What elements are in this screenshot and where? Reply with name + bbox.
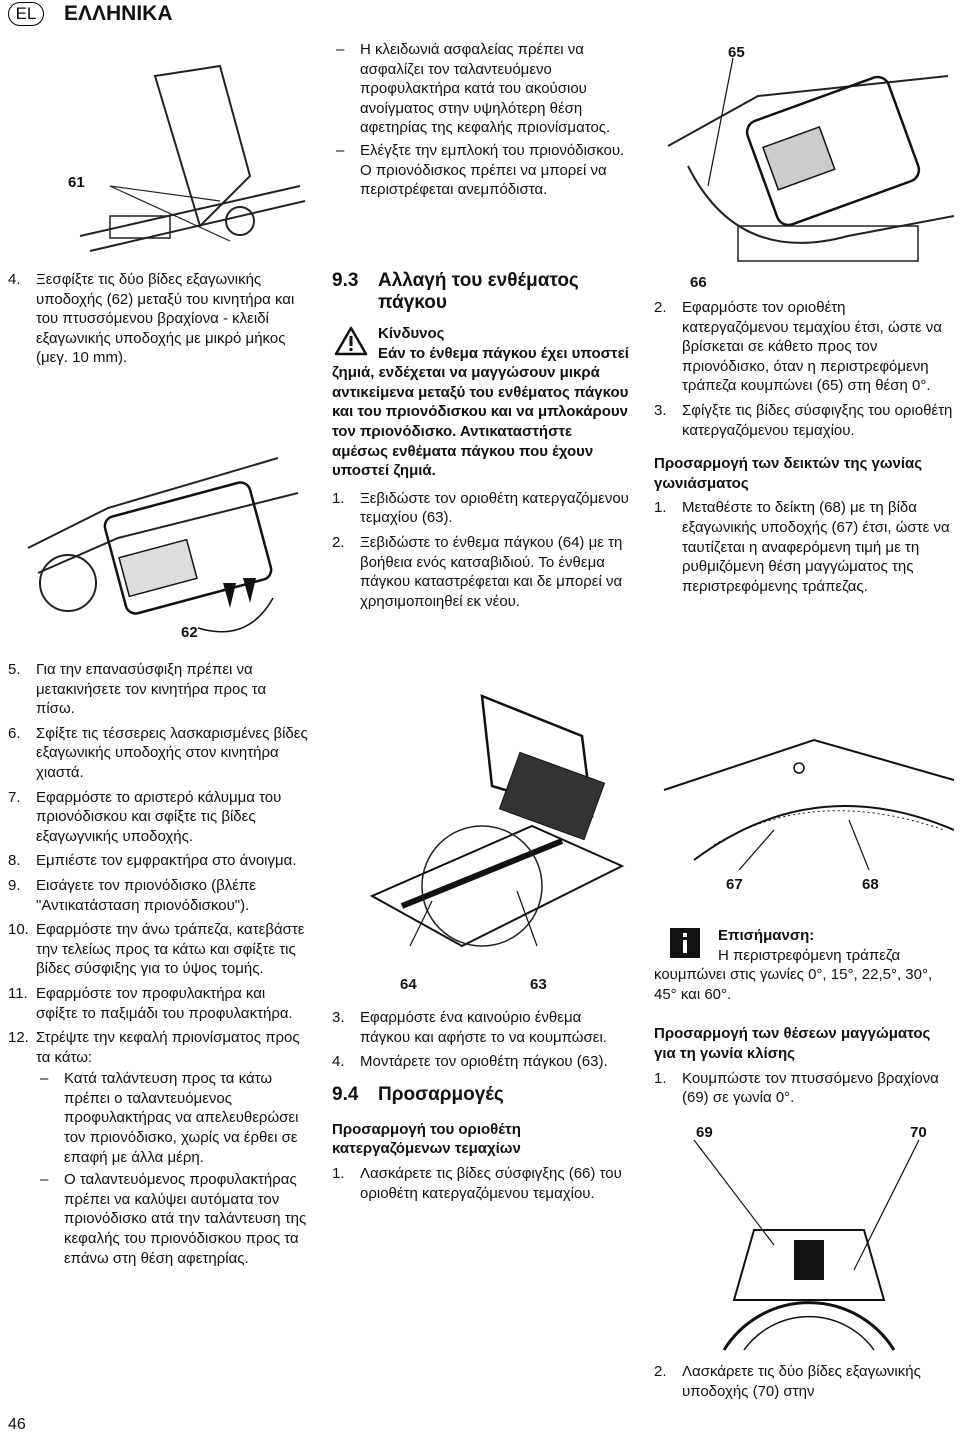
- step-text: Εφαρμόστε τον προφυλακτήρα και σφίξτε το παξιμάδι του προφυλακτήρα.: [36, 984, 293, 1022]
- dash-text: Ελέγξτε την εμπλοκή του πριονόδισκου. Ο πριονόδισκος πρέπει να μπορεί να περιστρέφεται ανεμπόδιστα.: [360, 141, 625, 199]
- step-text: Ξεσφίξτε τις δύο βίδες εξαγωνικής υποδοχής (62) μεταξύ του κινητήρα και του πτυσσόμενου βραχίονα - κλειδί εξαγωνικής υποδοχής με μικρό μήκος (μεγ. 10 mm).: [36, 271, 295, 367]
- danger-text: Εάν το ένθεμα πάγκου έχει υποστεί ζημιά, ενδέχεται να μαγγώσουν μικρά αντικείμενα μεταξύ του ενθέματος πάγκου και του πριονόδισκου και να μπλοκάρουν τον πριονόδισκο. Αντικαταστήστε αμέσως ενθέματα πάγκου που έχουν υποστεί ζημιά.: [332, 344, 629, 480]
- page-number: 46: [8, 1416, 26, 1433]
- step-number: 1.: [332, 489, 345, 507]
- figure-69-label: 69: [696, 1124, 713, 1141]
- step-item: [8, 660, 308, 719]
- step-text: Εφαρμόστε τον οριοθέτη κατεργαζόμενου τεμαχίου έτσι, ώστε να βρίσκεται σε κάθετο προς τον πριονόδισκο, όταν η περιστρεφόμενη τράπεζα κουμπώνει (65) στη θέση 0°.: [682, 299, 942, 395]
- figure-64-63: [332, 676, 632, 1000]
- figure-67-68: [654, 680, 954, 898]
- note-box: [654, 926, 954, 1004]
- step-item: [654, 401, 954, 440]
- step-text: Εμπιέστε τον εμφρακτήρα στο άνοιγμα.: [36, 852, 297, 870]
- danger-box: [332, 324, 632, 481]
- step-number: 12.: [8, 1029, 29, 1047]
- figure-69-70-drawing: [654, 1120, 954, 1356]
- subheading-bevel-detent: Προσαρμογή των θέσεων μαγγώματος για τη γωνία κλίσης: [654, 1025, 931, 1062]
- dash-item: [36, 1170, 308, 1268]
- column-3-bottom: [654, 1362, 954, 1406]
- note-title: Επισήμανση:: [718, 927, 815, 944]
- figure-67-label: 67: [726, 876, 743, 893]
- figure-69-70: [654, 1120, 954, 1356]
- subheading-fence-adjust: Προσαρμογή του οριοθέτη κατεργαζόμενων τεμαχίων: [332, 1120, 521, 1158]
- step-number: 2.: [654, 299, 667, 316]
- dash-mark: –: [336, 41, 345, 58]
- step-number: 1.: [654, 1069, 667, 1087]
- step-number: 9.: [8, 876, 21, 894]
- step-item: [654, 1362, 954, 1401]
- step-item: [332, 1052, 632, 1072]
- column-1-top: [8, 270, 308, 373]
- column-3-mid: [654, 918, 954, 1113]
- section-number: 9.4: [332, 1083, 359, 1105]
- figure-61-label: 61: [68, 174, 85, 191]
- section-title: Αλλαγή του ενθέματος πάγκου: [378, 270, 579, 313]
- figure-65-66: [648, 36, 954, 294]
- subheading-miter-indicator: Προσαρμογή των δεικτών της γωνίας γωνιάσματος: [654, 455, 923, 492]
- section-9-3-heading: [332, 270, 632, 314]
- step-text: Εφαρμόστε την άνω τράπεζα, κατεβάστε την τελείως προς τα κάτω και σφίξτε τις βίδες σύσφιξης για το ύψος τομής.: [36, 921, 305, 978]
- step-number: 6.: [8, 724, 21, 742]
- step-item: [332, 489, 632, 528]
- dash-mark: –: [336, 141, 345, 159]
- step-4: [8, 270, 308, 368]
- step-number: 3.: [654, 401, 667, 419]
- step-item: [654, 1069, 954, 1108]
- step-text: Κουμπώστε τον πτυσσόμενο βραχίονα (69) σε γωνία 0°.: [682, 1069, 939, 1107]
- figure-64-63-drawing: [332, 676, 632, 976]
- step-item: [8, 876, 308, 915]
- step-text: Ξεβιδώστε το ένθεμα πάγκου (64) με τη βοήθεια ενός κατσαβιδιού. Το ένθεμα πάγκου καταστρέφεται και δε μπορεί να χρησιμοποιηθεί εκ νέου.: [360, 533, 623, 610]
- step-text: Σφίξτε τις τέσσερεις λασκαρισμένες βίδες εξαγωνικής υποδοχής στον κινητήρα χιαστά.: [36, 724, 308, 781]
- dash-text: Ο ταλαντευόμενος προφυλακτήρας πρέπει να καλύψει αυτόματα τον πριονόδισκο ατά την ταλάντευση της κεφαλής του πριονόδισκου προς τα επάνω στη θέση αφετηρίας.: [64, 1171, 307, 1267]
- step-text: Μεταθέστε το δείκτη (68) με τη βίδα εξαγωνικής υποδοχής (67) έτσι, ώστε να ταυτίζεται η αναφερόμενη τιμή με τη ρυθμιζόμενη θέση μαγγώματος της περιστρεφόμενης τράπεζας.: [682, 499, 950, 595]
- dash-item: [36, 1069, 308, 1167]
- figure-65-label: 65: [728, 44, 745, 61]
- dash-text: Η κλειδωνιά ασφαλείας πρέπει να ασφαλίζει τον ταλαντευόμενο προφυλακτήρα κατά του ακούσιου ανοίγματος στην υψηλότερη θέση αφετηρίας της κεφαλής πριονίσματος.: [360, 41, 611, 137]
- step-item: [8, 920, 308, 979]
- column-2-top: [332, 40, 632, 203]
- figure-66-label: 66: [690, 274, 707, 291]
- language-title: ΕΛΛΗΝΙΚΑ: [64, 2, 173, 25]
- step-item: [332, 533, 632, 611]
- step-item: [8, 724, 308, 783]
- step-text: Λασκάρετε τις βίδες σύσφιγξης (66) του οριοθέτη κατεργαζόμενου τεμαχίου.: [360, 1164, 622, 1202]
- step-number: 10.: [8, 921, 29, 939]
- section-number: 9.3: [332, 270, 359, 291]
- column-3-top: [654, 298, 954, 601]
- step-item: [8, 851, 308, 871]
- figure-65-66-drawing: [648, 36, 954, 266]
- column-2-bottom: [332, 1008, 632, 1208]
- figure-68-label: 68: [862, 876, 879, 893]
- step-text: Λασκάρετε τις δύο βίδες εξαγωνικής υποδοχής (70) στην: [682, 1363, 921, 1400]
- step-number: 2.: [654, 1363, 667, 1380]
- dash-item: [332, 141, 632, 200]
- step-text: Σφίγξτε τις βίδες σύσφιγξης του οριοθέτη κατεργαζόμενου τεμαχίου.: [682, 401, 953, 439]
- step-text: Μοντάρετε τον οριοθέτη πάγκου (63).: [360, 1053, 608, 1071]
- step-item: [332, 1008, 632, 1047]
- step-item: [8, 1028, 308, 1067]
- step-item: [654, 498, 954, 596]
- step-number: 1.: [332, 1164, 345, 1182]
- step-item: [654, 298, 954, 396]
- figure-67-68-drawing: [654, 680, 954, 870]
- figure-70-label: 70: [910, 1124, 927, 1141]
- section-9-4-heading: [332, 1084, 632, 1106]
- figure-64-label: 64: [400, 976, 417, 993]
- language-badge: EL: [8, 2, 44, 26]
- dash-mark: –: [40, 1171, 49, 1189]
- step-number: 5.: [8, 661, 21, 678]
- danger-title: Κίνδυνος: [378, 325, 445, 342]
- figure-61-drawing: [50, 36, 312, 264]
- step-number: 7.: [8, 788, 21, 806]
- column-2-mid: [332, 270, 632, 616]
- step-item: [332, 1164, 632, 1203]
- step-number: 1.: [654, 499, 667, 517]
- note-text: Η περιστρεφόμενη τράπεζα κουμπώνει στις γωνίες 0°, 15°, 22,5°, 30°, 45° και 60°.: [654, 946, 933, 1003]
- step-number: 11.: [8, 984, 28, 1002]
- column-1-bottom: [8, 660, 308, 1271]
- dash-text: Κατά ταλάντευση προς τα κάτω πρέπει ο ταλαντευόμενος προφυλακτήρας να απελευθερώσει τον πριονόδισκο, χωρίς να έρθει σε επαφή με άλλα μέρη.: [64, 1070, 299, 1166]
- step-text: Για την επανασύσφιξη πρέπει να μετακινήσετε τον κινητήρα προς τα πίσω.: [36, 661, 267, 718]
- step-number: 3.: [332, 1009, 345, 1026]
- figure-62-label: 62: [181, 624, 198, 641]
- step-number: 4.: [8, 271, 21, 288]
- step-text: Στρέψτε την κεφαλή πριονίσματος προς τα κάτω:: [36, 1029, 300, 1066]
- section-title: Προσαρμογές: [378, 1083, 504, 1105]
- step-number: 8.: [8, 852, 21, 870]
- step-item: [8, 984, 308, 1023]
- step-text: Εφαρμόστε ένα καινούριο ένθεμα πάγκου και αφήστε το να κουμπώσει.: [360, 1009, 607, 1046]
- step-text: Ξεβιδώστε τον οριοθέτη κατεργαζόμενου τεμαχίου (63).: [360, 489, 629, 527]
- step-number: 4.: [332, 1053, 345, 1071]
- dash-item: [332, 40, 632, 138]
- warning-triangle-icon: [334, 326, 368, 356]
- dash-mark: –: [40, 1070, 49, 1088]
- figure-61: [50, 36, 312, 264]
- step-text: Εφαρμόστε το αριστερό κάλυμμα του πριονόδισκου και σφίξτε τις βίδες εξαγωγνικής υποδοχής.: [36, 788, 282, 845]
- step-number: 2.: [332, 533, 345, 551]
- figure-63-label: 63: [530, 976, 547, 993]
- step-text: Εισάγετε τον πριονόδισκο (βλέπε "Αντικατάσταση πριονόδισκου").: [36, 876, 256, 914]
- step-item: [8, 788, 308, 847]
- info-icon: [670, 928, 700, 958]
- figure-62-drawing: [18, 398, 314, 648]
- figure-62: [18, 398, 314, 648]
